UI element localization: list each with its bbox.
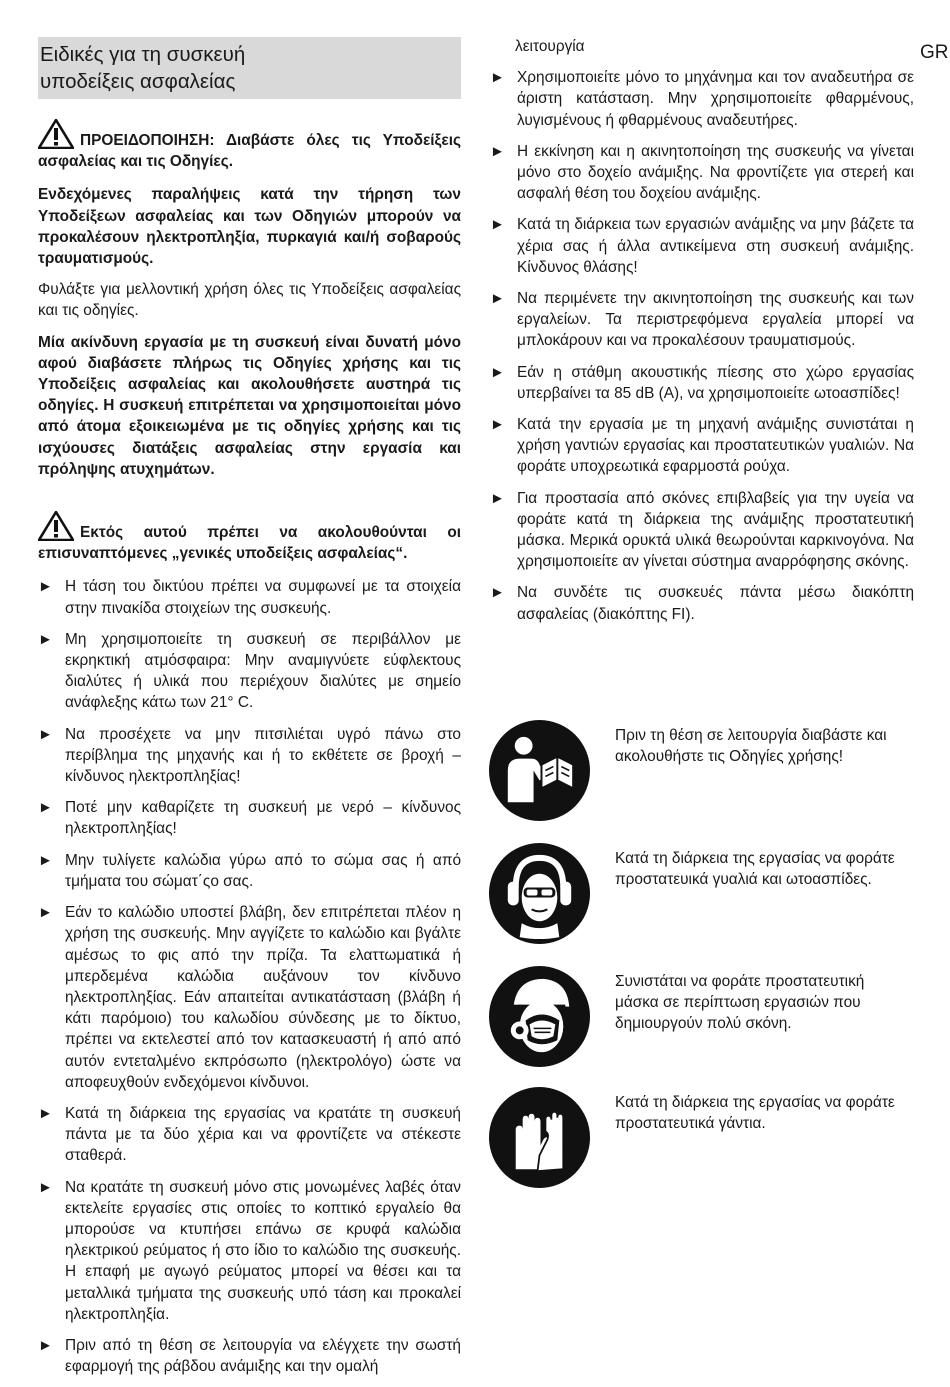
list-item bbox=[38, 629, 461, 714]
list-item-text: Μην τυλίγετε καλώδια γύρω από το σώμα σας ή από τμήματα του σώματ΄ςο σας. bbox=[65, 851, 461, 890]
list-item-text: Χρησιμοποιείτε μόνο το μηχάνημα και τον αναδευτήρα σε άριστη κατάσταση. Μην χρησιμοποιείτε φθαρμένους, λυγισμένους ή φθαρμένους αναδευτήρες. bbox=[517, 69, 914, 129]
list-item bbox=[38, 1103, 461, 1167]
list-item bbox=[38, 724, 461, 788]
sign-text: Κατά τη διάρκεια της εργασίας να φοράτε προστατευικά γυαλιά και ωτοασπίδες. bbox=[615, 850, 895, 889]
sign-text: Πριν τη θέση σε λειτουργία διαβάστε και ακολουθήστε τις Οδηγίες χρήσης! bbox=[615, 727, 887, 766]
list-item bbox=[38, 1177, 461, 1325]
list-item-text: Μη χρησιμοποιείτε τη συσκευή σε περιβάλλον με εκρηκτική ατμόσφαιρα: Μην αναμιγνύετε εύφλεκτους διαλύτες ή υλικά που περιέχουν διαλύτες με σημείο ανάφλεξης κάτω των 21° C. bbox=[65, 630, 461, 712]
list-item-text: Εάν το καλώδιο υποστεί βλάβη, δεν επιτρέπεται πλέον η χρήση της συσκευής. Μην αγγίζετε το καλώδιο και βγάλτε αμέσως το φις από την πρίζα. Τα ελαττωματικά ή μπερδεμένα καλώδια αυξάνουν τον κίνδυνο ηλεκτροπληξίας. Εάν απαιτείται αντικατάσταση (βλάβη ή κάτι παρόμοιο) του καλωδίου σύνδεσης με το δίκτυο, πρέπει να εκτελεστεί από τον κατασκευαστή ή από από αυτόν εντεταλμένο εκπρόσωπο (ηλεκτρολόγο) ώστε να αποφευχθούν ενδεχόμενοι κίνδυνοι. bbox=[65, 904, 461, 1091]
dust-mask-icon bbox=[488, 965, 591, 1068]
paragraph-safe-work: Μία ακίνδυνη εργασία με τη συσκευή είναι δυνατή μόνο αφού διαβάσετε πλήρως τις Οδηγίες χρήσης και τις Υποδείξεις ασφαλείας και ακολουθήσετε αυστηρά τις οδηγίες. Η συσκευή επιτρέπεται να χρησιμοποιείται μόνο από άτομα εξοικειωμένα με τις οδηγίες χρήσης και τις ισχύουσες διατάξεις ασφαλείας στην εργασία και πρόληψης ατυχημάτων. bbox=[38, 333, 461, 478]
list-item bbox=[490, 414, 914, 478]
list-item bbox=[490, 141, 914, 205]
list-item bbox=[38, 576, 461, 618]
bullet-arrow-icon: ► bbox=[490, 584, 505, 602]
warning-text: : Διαβάστε όλες τις Υποδείξεις ασφαλείας και τις Οδηγίες. bbox=[38, 132, 461, 171]
continued-text: λειτουργία bbox=[515, 38, 585, 55]
list-item-text: Να συνδέτε τις συσκευές πάντα μέσω διακόπτη ασφαλείας (διακόπτης FI). bbox=[517, 584, 914, 623]
sign-goggles-ear-protection bbox=[488, 842, 908, 952]
list-item bbox=[490, 362, 914, 404]
list-item-text: Για προστασία από σκόνες επιβλαβείς για την υγεία να φοράτε κατά τη διάρκεια της ανάμιξης προστατευτική μάσκα. Μερικά ορυκτά υλικά θεωρούνται καρκινογόνα. Να χρησιμοποιείτε αν γίνεται σύστημα αναρρόφησης σκόνης. bbox=[517, 489, 914, 571]
list-item bbox=[38, 902, 461, 1093]
list-item-text: Η εκκίνηση και η ακινητοποίηση της συσκευής να γίνεται μόνο στο δοχείο ανάμιξης. Να φροντίζετε για στερεή και ασφαλή θέση του δοχείου ανάμιξης. bbox=[517, 142, 914, 203]
sign-dust-mask bbox=[488, 965, 908, 1075]
bullet-arrow-icon: ► bbox=[38, 725, 53, 743]
list-item bbox=[490, 488, 914, 573]
bullet-arrow-icon: ► bbox=[38, 1336, 53, 1354]
section-title bbox=[38, 37, 461, 99]
sign-text: Κατά τη διάρκεια της εργασίας να φοράτε προστατευτικά γάντια. bbox=[615, 1094, 895, 1133]
list-item-text: Πριν από τη θέση σε λειτουργία να ελέγχετε την σωστή εφαρμογή της ράβδου ανάμιξης και την ομαλή bbox=[65, 1336, 461, 1376]
warning-block-2 bbox=[38, 511, 461, 564]
gloves-icon bbox=[488, 1086, 591, 1189]
list-item bbox=[490, 582, 914, 624]
paragraph-omissions: Ενδεχόμενες παραλήψεις κατά την τήρηση των Υποδείξεων ασφαλείας και των Οδηγιών μπορούν να προκαλέσουν ηλεκτροπληξία, πυρκαγιά και/ή σοβαρούς τραυματισμούς. bbox=[38, 186, 461, 268]
bullet-arrow-icon: ► bbox=[490, 363, 505, 381]
bullet-arrow-icon: ► bbox=[490, 290, 505, 308]
left-column bbox=[38, 37, 461, 1387]
list-item-text: Εάν η στάθμη ακουστικής πίεσης στο χώρο εργασίας υπερβαίνει τα 85 dB (A), να χρησιμοποιείτε ωτοασπίδες! bbox=[517, 363, 914, 402]
list-item-text: Κατά τη διάρκεια των εργασιών ανάμιξης να μην βάζετε τα χέρια σας ή άλλα αντικείμενα στη συσκευή ανάμιξης. Κίνδυνος θλάσης! bbox=[517, 216, 914, 276]
sign-read-manual bbox=[488, 719, 908, 829]
bullet-arrow-icon: ► bbox=[38, 799, 53, 817]
warning-triangle-icon bbox=[38, 119, 74, 149]
bullet-arrow-icon: ► bbox=[490, 489, 505, 507]
warning-triangle-icon bbox=[38, 511, 74, 541]
goggles-ear-protection-icon bbox=[488, 842, 591, 945]
list-item bbox=[490, 288, 914, 352]
list-item bbox=[38, 797, 461, 839]
language-marker: GR bbox=[920, 42, 949, 63]
list-item-text: Να προσέχετε να μην πιτσιλιέται υγρό πάνω στο περίβλημα της μηχανής και ή το εκθέτετε σε βροχή – κίνδυνος ηλεκτροπληξίας! bbox=[65, 725, 461, 786]
sign-text: Συνιστάται να φοράτε προστατευτική μάσκα σε περίπτωση εργασιών που δημιουργούν πολύ σκόνη. bbox=[615, 973, 865, 1033]
list-item-text: Κατά τη διάρκεια της εργασίας να κρατάτε τη συσκευή πάντα με τα δύο χέρια και να φροντίζετε να στέκεστε σταθερά. bbox=[65, 1104, 461, 1165]
sign-gloves bbox=[488, 1086, 908, 1196]
bullet-arrow-icon: ► bbox=[490, 216, 505, 234]
list-item-text: Να κρατάτε τη συσκευή μόνο στις μονωμένες λαβές όταν εκτελείτε εργασίες στις οποίες το κοπτικό εργαλείο θα μπορούσε να κτυπήσει επάνω σε κρυφά καλώδια ηλεκτρικού ρεύματος ή στο ίδιο το καλώδιο της συσκευής. Η επαφή με αγωγό ρεύματος μπορεί να θέσει και τα μεταλλικά τμήματα της συσκευής υπό τάση και προκαλεί ηλεκτροπληξία. bbox=[65, 1178, 461, 1323]
right-column bbox=[490, 36, 914, 635]
warning-text: Εκτός αυτού πρέπει να ακολουθούνται οι επισυναπτόμενες „γενικές υποδείξεις ασφαλείας“. bbox=[38, 524, 461, 563]
list-item bbox=[490, 214, 914, 278]
list-item-text: Να περιμένετε την ακινητοποίηση της συσκευής και των εργαλείων. Τα περιστρεφόμενα εργαλεία μπορεί να μπλοκάρουν και να προκαλέσουν τραυματισμούς. bbox=[517, 290, 914, 350]
list-item bbox=[38, 1335, 461, 1377]
bullet-arrow-icon: ► bbox=[38, 578, 53, 596]
section-title-line2: υποδείξεις ασφαλείας bbox=[40, 70, 236, 93]
read-manual-icon bbox=[488, 719, 591, 822]
list-item bbox=[490, 67, 914, 131]
bullet-arrow-icon: ► bbox=[38, 904, 53, 922]
paragraph-keep-instructions: Φυλάξτε για μελλοντική χρήση όλες τις Υποδείξεις ασφαλείας και τις οδηγίες. bbox=[38, 281, 461, 320]
section-title-line1: Ειδικές για τη συσκευή bbox=[40, 43, 246, 66]
bullet-arrow-icon: ► bbox=[38, 630, 53, 648]
list-item-text: Η τάση του δικτύου πρέπει να συμφωνεί με τα στοιχεία στην πινακίδα στοιχείων της συσκευής. bbox=[65, 578, 461, 617]
bullet-arrow-icon: ► bbox=[38, 1178, 53, 1196]
list-item-text: Ποτέ μην καθαρίζετε τη συσκευή με νερό – κίνδυνος ηλεκτροπληξίας! bbox=[65, 799, 461, 838]
bullet-arrow-icon: ► bbox=[38, 851, 53, 869]
warning-block-1 bbox=[38, 119, 461, 172]
bullet-arrow-icon: ► bbox=[490, 142, 505, 160]
warning-label: ΠΡΟΕΙΔΟΠΟΙΗΣΗ bbox=[80, 132, 210, 149]
bullet-arrow-icon: ► bbox=[490, 416, 505, 434]
list-item-text: Κατά την εργασία με τη μηχανή ανάμιξης συνιστάται η χρήση γαντιών εργασίας και προστατευτικών γυαλιών. Να φοράτε υποχρεωτικά εφαρμοστά ρούχα. bbox=[517, 416, 914, 476]
bullet-arrow-icon: ► bbox=[38, 1104, 53, 1122]
list-item bbox=[38, 850, 461, 892]
bullet-arrow-icon: ► bbox=[490, 69, 505, 87]
